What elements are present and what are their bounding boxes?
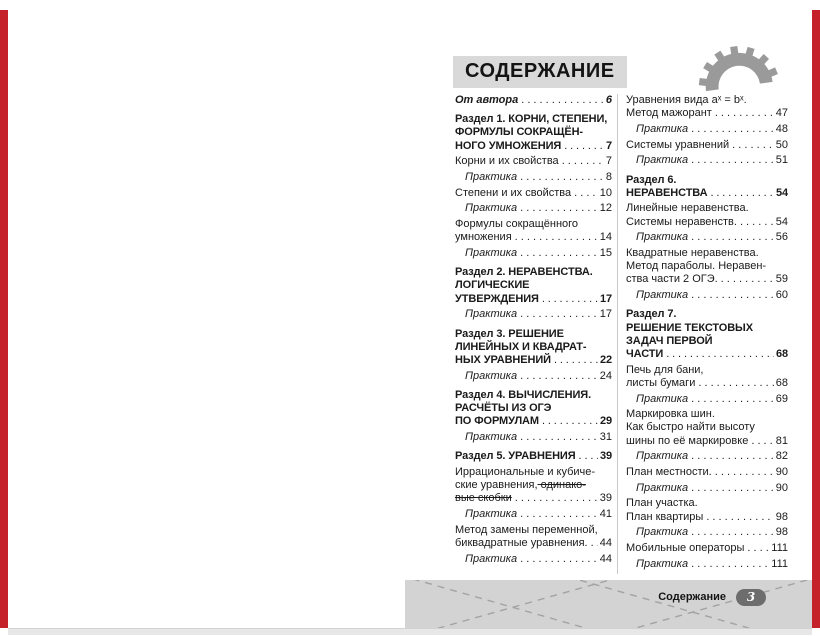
toc-page-number: 44 bbox=[599, 536, 612, 549]
toc-page-number: 15 bbox=[599, 247, 612, 260]
toc-page-number: 41 bbox=[599, 507, 612, 520]
dot-leader bbox=[520, 508, 598, 521]
toc-page-number: 17 bbox=[599, 308, 612, 321]
dot-leader bbox=[542, 415, 598, 428]
toc-line: План участка. bbox=[626, 497, 698, 510]
toc-line: НЫХ УРАВНЕНИЙ . . . 22 bbox=[455, 354, 612, 367]
dot-leader bbox=[740, 216, 774, 229]
toc-entry bbox=[455, 94, 612, 107]
blank-left-page bbox=[8, 10, 405, 628]
book-cover-edge-left bbox=[0, 10, 8, 628]
toc-page-number: 7 bbox=[605, 139, 612, 152]
dot-leader bbox=[691, 123, 774, 136]
toc-line: РАСЧЁТЫ ИЗ ОГЭ bbox=[455, 402, 552, 415]
toc-line: Практика . . . 111 bbox=[636, 558, 788, 571]
toc-line: биквадратные уравнения. . . . 44 bbox=[455, 537, 612, 550]
toc-entry bbox=[626, 450, 788, 463]
toc-line: Практика . . . 82 bbox=[636, 450, 788, 463]
toc-entry bbox=[455, 266, 612, 306]
toc-line: Корни и их свойства . . . 7 bbox=[455, 155, 612, 168]
toc-line: ПО ФОРМУЛАМ . . . 29 bbox=[455, 415, 612, 428]
toc-page-number: 56 bbox=[775, 231, 788, 244]
toc-line: Формулы сокращённого bbox=[455, 218, 579, 231]
toc-line: Как быстро найти высоту bbox=[626, 421, 755, 434]
dot-leader bbox=[564, 140, 604, 153]
toc-line: умножения . . . 14 bbox=[455, 231, 612, 244]
dot-leader bbox=[691, 289, 774, 302]
toc-entry bbox=[626, 94, 788, 120]
toc-page-number: 22 bbox=[599, 353, 612, 366]
dot-leader bbox=[562, 155, 604, 168]
toc-page-number: 39 bbox=[599, 492, 612, 505]
toc-line: Раздел 7. bbox=[626, 308, 677, 321]
toc-line: Раздел 1. КОРНИ, СТЕПЕНИ, bbox=[455, 113, 608, 126]
toc-entry bbox=[626, 364, 788, 390]
toc-page-number: 68 bbox=[775, 347, 788, 360]
dot-leader bbox=[520, 202, 598, 215]
toc-line: ские уравнения, одинако- bbox=[455, 479, 586, 492]
toc-line: НОГО УМНОЖЕНИЯ . . . 7 bbox=[455, 140, 612, 153]
toc-line: ЧАСТИ . . . 68 bbox=[626, 348, 788, 361]
toc-entry bbox=[455, 202, 612, 215]
toc-entry bbox=[455, 389, 612, 429]
toc-page-number: 48 bbox=[775, 122, 788, 135]
toc-line: Практика . . . 24 bbox=[465, 370, 612, 383]
toc-line: Практика . . . 12 bbox=[465, 202, 612, 215]
toc-line: Метод замены переменной, bbox=[455, 523, 598, 536]
toc-entry bbox=[455, 187, 612, 200]
toc-entry bbox=[455, 524, 612, 550]
toc-page-number: 54 bbox=[775, 215, 788, 228]
dot-leader bbox=[710, 187, 774, 200]
toc-column-right bbox=[617, 94, 788, 574]
gear-icon bbox=[698, 44, 778, 94]
toc-line: Практика . . . 8 bbox=[465, 171, 612, 184]
dot-leader bbox=[706, 511, 773, 524]
toc-entry bbox=[626, 393, 788, 406]
toc-line: От автора . . . 6 bbox=[455, 94, 612, 107]
toc-line: Иррациональные и кубиче- bbox=[455, 465, 596, 478]
dot-leader bbox=[715, 107, 774, 120]
toc-column-left bbox=[455, 94, 612, 574]
dot-leader bbox=[554, 354, 598, 367]
toc-page-number: 111 bbox=[771, 542, 788, 555]
table-of-contents bbox=[455, 94, 787, 574]
toc-line: Практика . . . 17 bbox=[465, 308, 612, 321]
page-number-badge: 3 bbox=[736, 589, 766, 606]
toc-line: Практика . . . 48 bbox=[636, 123, 788, 136]
dot-leader bbox=[691, 526, 774, 539]
toc-line: Практика . . . 69 bbox=[636, 393, 788, 406]
toc-line: листы бумаги . . . 68 bbox=[626, 377, 788, 390]
toc-line: Практика . . . 31 bbox=[465, 431, 612, 444]
dot-leader bbox=[691, 393, 774, 406]
toc-entry bbox=[455, 508, 612, 521]
toc-line: РЕШЕНИЕ ТЕКСТОВЫХ bbox=[626, 321, 753, 334]
toc-page-number: 24 bbox=[599, 369, 612, 382]
toc-page-number: 39 bbox=[599, 450, 612, 463]
toc-page-number: 51 bbox=[775, 154, 788, 167]
toc-line: Квадратные неравенства. bbox=[626, 247, 759, 260]
toc-entry bbox=[626, 308, 788, 361]
toc-line: Раздел 5. УРАВНЕНИЯ . . . 39 bbox=[455, 450, 612, 463]
toc-entry bbox=[626, 558, 788, 571]
toc-line: Практика . . . 90 bbox=[636, 482, 788, 495]
toc-page-number: 31 bbox=[599, 430, 612, 443]
toc-entry bbox=[455, 370, 612, 383]
dot-leader bbox=[515, 492, 598, 505]
toc-entry bbox=[626, 466, 788, 479]
toc-entry bbox=[455, 328, 612, 368]
toc-entry bbox=[626, 497, 788, 523]
dot-leader bbox=[520, 308, 598, 321]
toc-page-number: 10 bbox=[599, 186, 612, 199]
toc-entry bbox=[455, 171, 612, 184]
dot-leader bbox=[715, 466, 774, 479]
toc-line: Раздел 6. bbox=[626, 173, 677, 186]
toc-page-number: 60 bbox=[775, 289, 788, 302]
toc-line: Практика . . . 98 bbox=[636, 526, 788, 539]
page-bottom-edge bbox=[8, 628, 812, 635]
book-cover-edge-right bbox=[812, 10, 820, 628]
dot-leader bbox=[520, 171, 604, 184]
toc-entry bbox=[455, 113, 612, 153]
toc-entry bbox=[626, 526, 788, 539]
toc-line: шины по её маркировке . . . 81 bbox=[626, 435, 788, 448]
toc-page-number: 90 bbox=[775, 481, 788, 494]
toc-page-number: 8 bbox=[605, 171, 612, 184]
dot-leader bbox=[520, 370, 598, 383]
dot-leader bbox=[747, 542, 769, 555]
toc-line: План квартиры . . . 98 bbox=[626, 511, 788, 524]
toc-page-number: 59 bbox=[775, 273, 788, 286]
dot-leader bbox=[574, 187, 598, 200]
toc-entry bbox=[455, 155, 612, 168]
toc-page-number: 82 bbox=[775, 450, 788, 463]
toc-page-number: 98 bbox=[775, 510, 788, 523]
toc-entry bbox=[455, 553, 612, 566]
toc-line: План местности. . . . 90 bbox=[626, 466, 788, 479]
toc-entry bbox=[455, 247, 612, 260]
toc-line: ЛИНЕЙНЫХ И КВАДРАТ- bbox=[455, 340, 587, 353]
toc-line: Линейные неравенства. bbox=[626, 202, 749, 215]
toc-line: ФОРМУЛЫ СОКРАЩЁН- bbox=[455, 126, 583, 139]
toc-page-number: 81 bbox=[775, 434, 788, 447]
dot-leader bbox=[691, 231, 774, 244]
toc-page-number: 68 bbox=[775, 376, 788, 389]
toc-page-number: 69 bbox=[775, 392, 788, 405]
toc-line: Маркировка шин. bbox=[626, 408, 715, 421]
toc-line: Раздел 4. ВЫЧИСЛЕНИЯ. bbox=[455, 388, 592, 401]
toc-line: Практика . . . 15 bbox=[465, 247, 612, 260]
toc-line: ства части 2 ОГЭ. . . . 59 bbox=[626, 273, 788, 286]
toc-line: Раздел 2. НЕРАВЕНСТВА. bbox=[455, 266, 593, 279]
toc-line: Степени и их свойства . . . 10 bbox=[455, 187, 612, 200]
footer-band bbox=[405, 580, 812, 628]
dot-leader bbox=[666, 348, 774, 361]
dot-leader bbox=[520, 431, 598, 444]
toc-line: Практика . . . 41 bbox=[465, 508, 612, 521]
dot-leader bbox=[691, 482, 774, 495]
toc-line: Практика . . . 44 bbox=[465, 553, 612, 566]
toc-page-number: 12 bbox=[599, 202, 612, 215]
dot-leader bbox=[542, 293, 598, 306]
toc-line: Практика . . . 51 bbox=[636, 154, 788, 167]
toc-entry bbox=[455, 218, 612, 244]
toc-line: Уравнения вида aˣ = bˣ. bbox=[626, 94, 747, 106]
dot-leader bbox=[521, 94, 604, 107]
toc-line: Метод мажорант . . . 47 bbox=[626, 107, 788, 120]
toc-page-number: 50 bbox=[775, 138, 788, 151]
toc-line: Метод параболы. Неравен- bbox=[626, 260, 767, 273]
toc-entry bbox=[626, 174, 788, 200]
toc-page-number: 6 bbox=[605, 94, 612, 106]
toc-page-number: 90 bbox=[775, 466, 788, 479]
toc-page-number: 111 bbox=[771, 557, 788, 570]
dot-leader bbox=[698, 377, 773, 390]
toc-page-number: 44 bbox=[599, 552, 612, 565]
dot-leader bbox=[691, 558, 769, 571]
toc-entry bbox=[626, 289, 788, 302]
toc-line: ЗАДАЧ ПЕРВОЙ bbox=[626, 334, 713, 347]
toc-entry bbox=[626, 482, 788, 495]
toc-line: Системы уравнений . . . 50 bbox=[626, 139, 788, 152]
toc-entry bbox=[626, 542, 788, 555]
toc-entry bbox=[626, 123, 788, 136]
toc-entry bbox=[626, 408, 788, 448]
toc-page-number: 54 bbox=[775, 186, 788, 199]
toc-line: вые скобки . . . 39 bbox=[455, 492, 612, 505]
toc-page-number: 98 bbox=[775, 526, 788, 539]
dot-leader bbox=[520, 247, 598, 260]
toc-entry bbox=[455, 450, 612, 463]
dot-leader bbox=[732, 139, 774, 152]
contents-title: СОДЕРЖАНИЕ bbox=[453, 56, 627, 88]
toc-line: Мобильные операторы . . . 111 bbox=[626, 542, 788, 555]
toc-line: Практика . . . 56 bbox=[636, 231, 788, 244]
toc-line: Раздел 3. РЕШЕНИЕ bbox=[455, 327, 564, 340]
toc-line: Печь для бани, bbox=[626, 363, 704, 376]
toc-line: Системы неравенств. . . . 54 bbox=[626, 216, 788, 229]
dot-leader bbox=[751, 435, 773, 448]
toc-entry bbox=[626, 202, 788, 228]
toc-line: УТВЕРЖДЕНИЯ . . . 17 bbox=[455, 293, 612, 306]
toc-page-number: 14 bbox=[599, 231, 612, 244]
toc-entry bbox=[626, 154, 788, 167]
dot-leader bbox=[515, 231, 598, 244]
toc-page-number: 7 bbox=[605, 155, 612, 168]
dot-leader bbox=[721, 273, 774, 286]
dot-leader bbox=[579, 450, 598, 463]
toc-page-number: 47 bbox=[775, 107, 788, 120]
toc-entry bbox=[626, 247, 788, 287]
dot-leader bbox=[520, 553, 598, 566]
footer-section-label: Содержание bbox=[658, 591, 726, 603]
dot-leader bbox=[691, 450, 774, 463]
toc-line: Практика . . . 60 bbox=[636, 289, 788, 302]
toc-entry bbox=[455, 466, 612, 506]
toc-entry bbox=[626, 231, 788, 244]
toc-page-number: 29 bbox=[599, 415, 612, 428]
toc-entry bbox=[626, 139, 788, 152]
dot-leader bbox=[591, 537, 598, 550]
toc-entry bbox=[455, 431, 612, 444]
dot-leader bbox=[691, 154, 774, 167]
toc-line: ЛОГИЧЕСКИЕ bbox=[455, 279, 530, 292]
toc-line: НЕРАВЕНСТВА . . . 54 bbox=[626, 187, 788, 200]
toc-page-number: 17 bbox=[599, 292, 612, 305]
toc-entry bbox=[455, 308, 612, 321]
